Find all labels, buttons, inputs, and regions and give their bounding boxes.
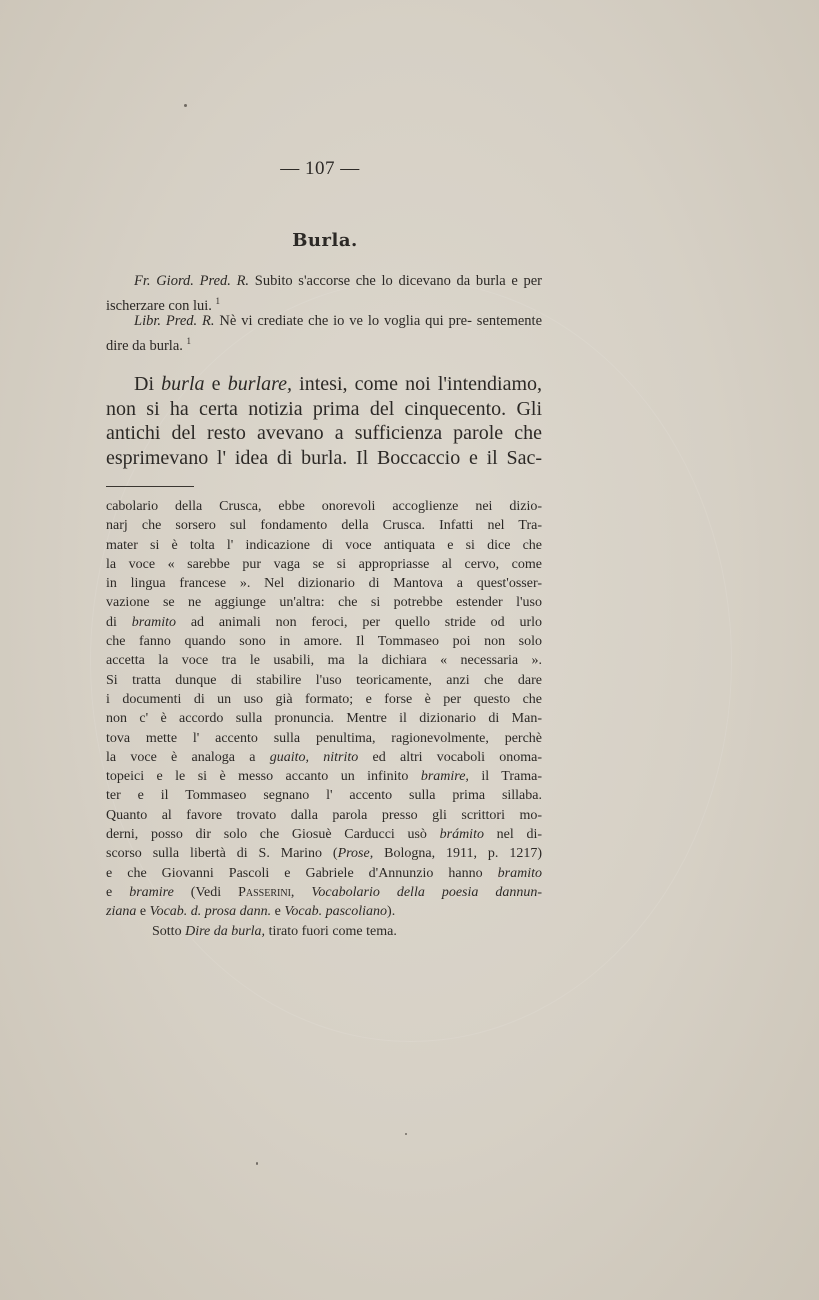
text-line: topeici e le si è messo accanto un infinito bramire, il Trama- — [106, 769, 542, 785]
text-line: Si tratta dunque di stabilire l'uso teoricamente, anzi che dare — [106, 672, 542, 688]
citation-text: Nè vi crediate che io ve lo voglia qui pre- — [219, 313, 472, 329]
body-paragraph — [106, 372, 542, 470]
text-line: tova mette l' accento sulla penultima, ragionevolmente, perchè — [106, 730, 542, 746]
text-line: Sotto Dire da burla, tirato fuori come tema. — [152, 923, 397, 939]
paper-speck — [256, 1162, 258, 1165]
citation-source: Fr. Giord. Pred. R. — [134, 273, 250, 289]
footnote-separator — [106, 486, 194, 487]
text-line: la voce è analoga a guaito, nitrito ed altri vocaboli onoma- — [106, 749, 543, 765]
text-line: scorso sulla libertà di S. Marino (Prose, Bologna, 1911, p. 1217) — [106, 846, 542, 862]
footnote-ref: 1 — [186, 336, 192, 346]
footnote-ref: 1 — [215, 296, 221, 306]
text-line: mater si è tolta l' indicazione di voce antiquata e si dice che — [106, 537, 542, 553]
citation-text: sentemente dire da burla. — [106, 313, 543, 354]
text-line: narj che sorsero sul fondamento della Crusca. Infatti nel Tra- — [106, 518, 542, 534]
text-line: Di burla e burlare, intesi, come noi l'intendiamo, — [134, 373, 542, 395]
text-line: derni, posso dir solo che Giosuè Carducci usò brámito nel di- — [106, 827, 542, 843]
text-line: di bramito ad animali non feroci, per quello stride od urlo — [106, 614, 542, 630]
paper-speck — [405, 1133, 407, 1135]
text-line: vazione se ne aggiunge un'altra: che si potrebbe estender l'uso — [106, 595, 542, 611]
text-line: e bramire (Vedi Passerini, Vocabolario della poesia dannun- — [106, 884, 543, 900]
text-line: non si ha certa notizia prima del cinquecento. Gli — [106, 397, 542, 420]
footnote-block — [106, 497, 542, 941]
paper-speck — [184, 104, 187, 107]
citation-quote — [106, 311, 542, 356]
citation-text: burla e per ischerzare con lui. — [106, 273, 543, 314]
citation-quote — [106, 271, 542, 316]
text-line: esprimevano l' idea di burla. Il Boccaccio e il Sac- — [106, 446, 542, 469]
text-line: in lingua francese ». Nel dizionario di Mantova a quest'osser- — [106, 576, 542, 592]
text-line: accetta la voce tra le usabili, ma la dichiara « necessaria ». — [106, 653, 542, 669]
text-line: che fanno quando sono in amore. Il Tommaseo poi non solo — [106, 634, 542, 650]
text-line: ter e il Tommaseo segnano l' accento sulla prima sillaba. — [106, 788, 542, 804]
text-line: i documenti di un uso già formato; e forse è per questo che — [106, 691, 542, 707]
text-line: non c' è accordo sulla pronuncia. Mentre il dizionario di Man- — [106, 711, 542, 727]
citation-source: Libr. Pred. R. — [134, 313, 215, 329]
section-heading: Burla. — [292, 230, 358, 251]
page-number: — 107 — — [280, 158, 360, 179]
text-line: antichi del resto avevano a sufficienza parole che — [106, 422, 542, 444]
text-line: e che Giovanni Pascoli e Gabriele d'Annunzio hanno bramito — [106, 865, 542, 881]
text-line: ziana e Vocab. d. prosa dann. e Vocab. pascoliano). — [106, 904, 396, 920]
text-line: la voce « sarebbe pur vaga se si appropriasse al cervo, come — [106, 556, 542, 572]
text-line: cabolario della Crusca, ebbe onorevoli accoglienze nei dizio- — [106, 499, 542, 514]
citation-text: Subito s'accorse che lo dicevano da — [254, 273, 471, 289]
text-line: Quanto al favore trovato dalla parola presso gli scrittori mo- — [106, 807, 542, 823]
